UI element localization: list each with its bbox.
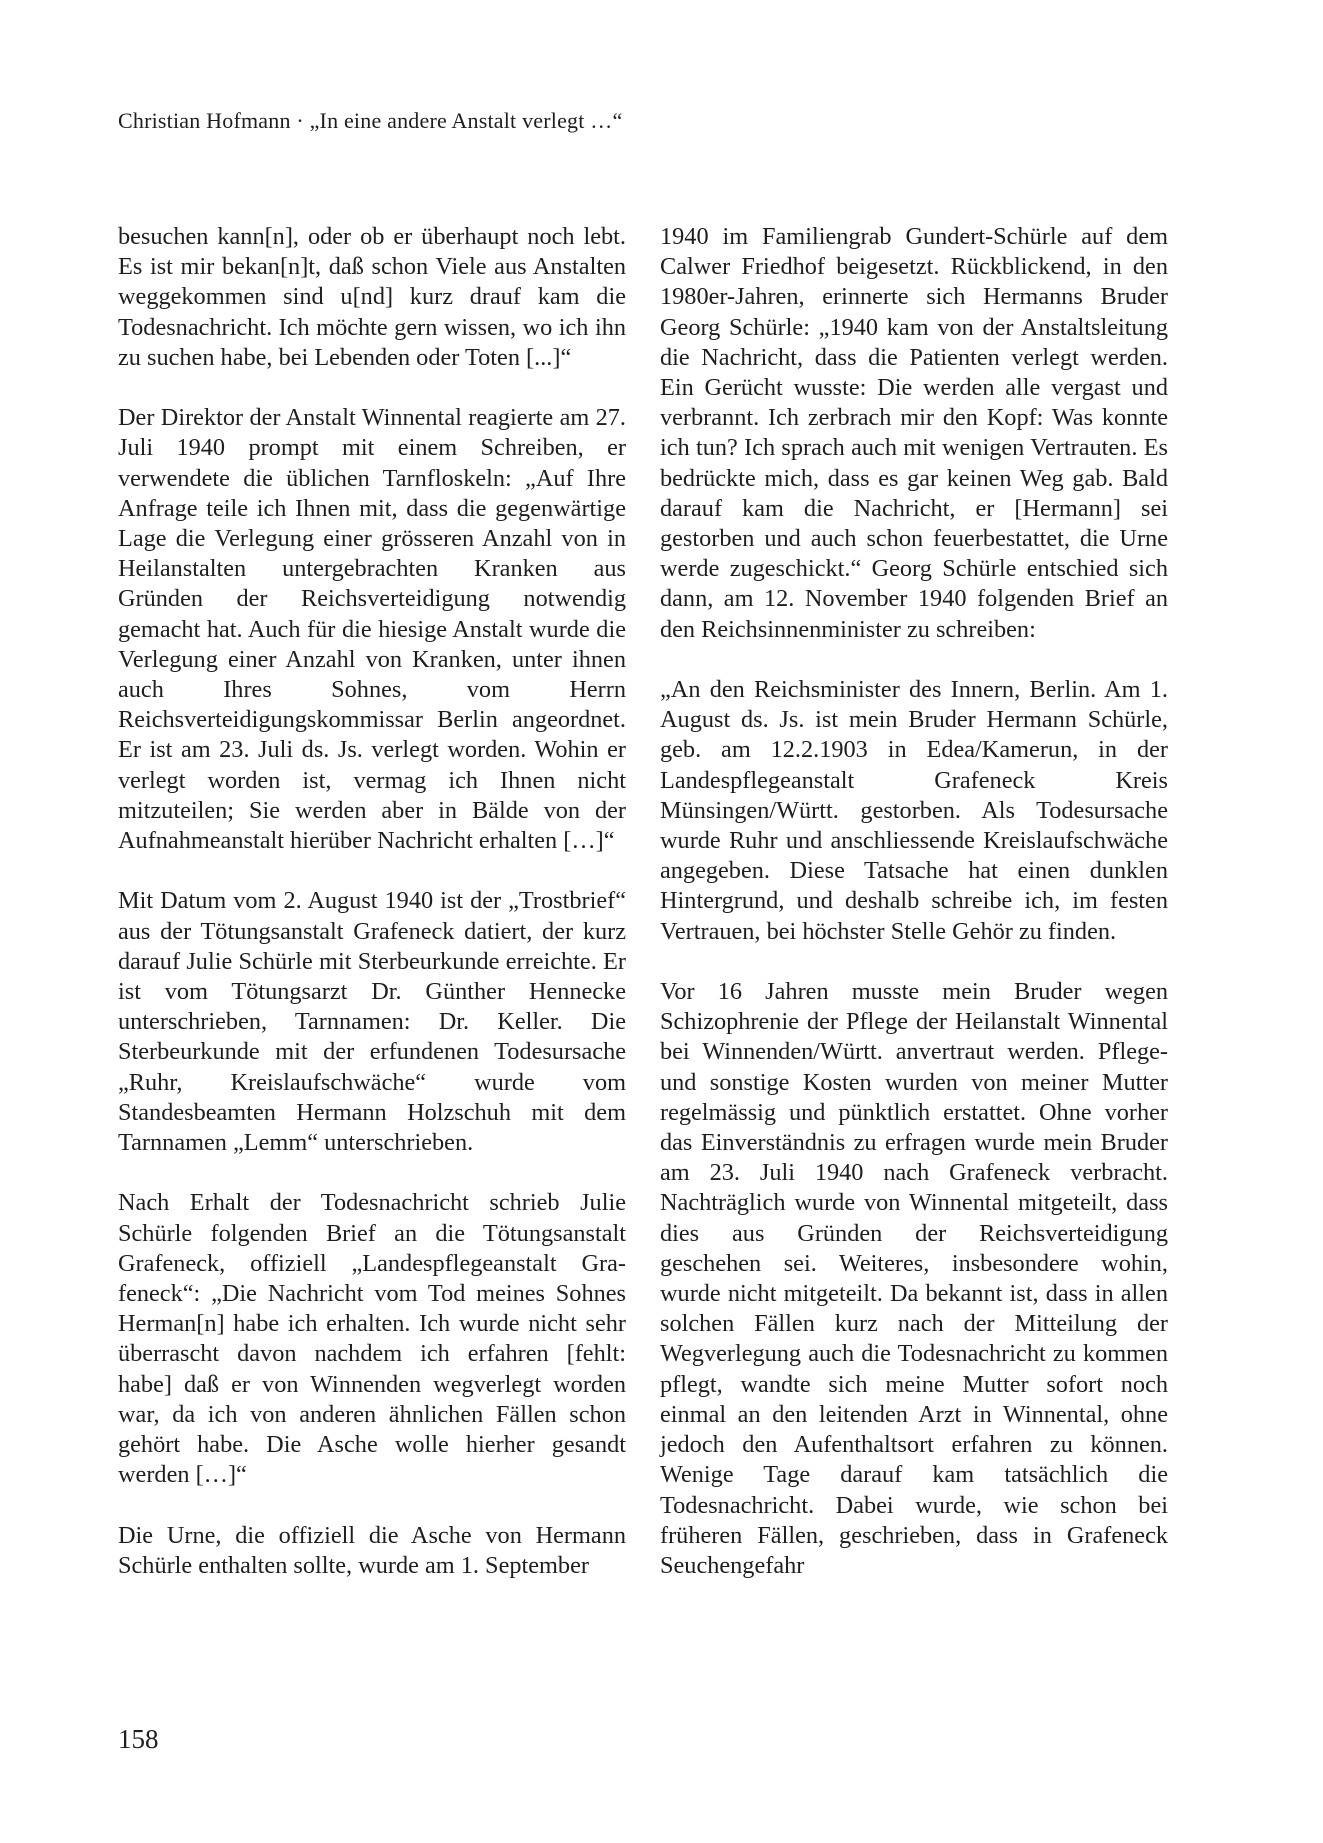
paragraph: Nach Erhalt der Todesnachricht schrieb Julie Schürle folgenden Brief an die Tötungsanstalt Grafeneck, offiziell „Landespflegeanstalt Grafeneck“: „Die Nachricht vom Tod meines Sohnes Herman[n] habe ich erhalten. Ich wurde nicht sehr überrascht davon nachdem ich erfahren [fehlt: habe] daß er von Winnenden wegverlegt worden war, da ich von anderen ähnlichen Fällen schon gehört habe. Die Asche wolle hierher gesandt werden […]“: [118, 1189, 626, 1489]
left-column: [118, 222, 626, 1581]
paragraph: besuchen kann[n], oder ob er überhaupt noch lebt. Es ist mir bekan[n]t, daß schon Viele aus Anstalten weggekommen sind u[nd] kurz drauf kam die Todesnachricht. Ich möchte gern wissen, wo ich ihn zu suchen habe, bei Lebenden oder Toten [...]“: [118, 223, 626, 371]
paragraph: Der Direktor der Anstalt Winnental reagierte am 27. Juli 1940 prompt mit einem Schreiben, er verwendete die üblichen Tarnfloskeln: „Auf Ihre Anfrage teile ich Ihnen mit, dass die gegenwärtige Lage die Verlegung einer grösseren Anzahl von in Heilanstalten untergebrachten Kranken aus Gründen der Reichsverteidigung notwendig gemacht hat. Auch für die hiesige Anstalt wurde die Verlegung einer Anzahl von Kranken, unter ihnen auch Ihres Sohnes, vom Herrn Reichsverteidigungskommissar Berlin angeordnet. Er ist am 23. Juli ds. Js. verlegt worden. Wohin er verlegt worden ist, vermag ich Ihnen nicht mitzuteilen; Sie werden aber in Bälde von der Aufnahmeanstalt hierüber Nachricht erhalten […]“: [118, 404, 626, 855]
page-number: 158: [118, 1724, 159, 1754]
right-column: [660, 222, 1168, 1581]
paragraph: 1940 im Familiengrab Gundert-Schürle auf dem Calwer Friedhof beigesetzt. Rückblickend, in den 1980er-Jahren, erinnerte sich Hermanns Bruder Georg Schürle: „1940 kam von der Anstaltsleitung die Nachricht, dass die Patienten verlegt werden. Ein Gerücht wusste: Die werden alle vergast und verbrannt. Ich zerbrach mir den Kopf: Was konnte ich tun? Ich sprach auch mit wenigen Vertrauten. Es bedrückte mich, dass es gar keinen Weg gab. Bald darauf kam die Nachricht, er [Hermann] sei gestorben und auch schon feuerbestattet, die Urne werde zugeschickt.“ Georg Schürle entschied sich dann, am 12. November 1940 folgenden Brief an den Reichsinnenminister zu schreiben:: [660, 223, 1168, 643]
paragraph: Die Urne, die offiziell die Asche von Hermann Schürle enthalten sollte, wurde am 1. September: [118, 1521, 626, 1579]
paragraph: Vor 16 Jahren musste mein Bruder wegen Schizophrenie der Pflege der Heilanstalt Winnental bei Winnenden/Württ. anvertraut werden. Pflege- und sonstige Kosten wurden von meiner Mutter regelmässig und pünktlich erstattet. Ohne vorher das Einverständnis zu erfragen wurde mein Bruder am 23. Juli 1940 nach Grafeneck verbracht. Nachträglich wurde von Winnental mitgeteilt, dass dies aus Gründen der Reichsverteidigung geschehen sei. Weiteres, insbesondere wohin, wurde nicht mitgeteilt. Da bekannt ist, dass in allen solchen Fällen kurz nach der Mitteilung der Wegverlegung auch die Todesnachricht zu kommen pflegt, wandte sich meine Mutter sofort noch einmal an den leitenden Arzt in Winnental, ohne jedoch den Aufenthaltsort erfahren zu können. Wenige Tage darauf kam tatsächlich die Todesnachricht. Dabei wurde, wie schon bei früheren Fällen, geschrieben, dass in Grafeneck Seuchengefahr: [660, 978, 1168, 1579]
paragraph: Mit Datum vom 2. August 1940 ist der „Trostbrief“ aus der Tötungsanstalt Grafeneck datiert, der kurz darauf Julie Schürle mit Sterbeurkunde erreichte. Er ist vom Tötungsarzt Dr. Günther Hennecke unterschrieben, Tarnnamen: Dr. Keller. Die Sterbeurkunde mit der erfundenen Todesursache „Ruhr, Kreislaufschwäche“ wurde vom Standesbeamten Hermann Holzschuh mit dem Tarnnamen „Lemm“ unterschrieben.: [118, 887, 626, 1157]
paragraph: „An den Reichsminister des Innern, Berlin. Am 1. August ds. Js. ist mein Bruder Hermann Schürle, geb. am 12.2.1903 in Edea/Kamerun, in der Landespflegeanstalt Grafeneck Kreis Münsingen/Württ. gestorben. Als Todesursache wurde Ruhr und anschliessende Kreislaufschwäche angegeben. Diese Tatsache hat einen dunklen Hintergrund, und deshalb schreibe ich, im festen Vertrauen, bei höchster Stelle Gehör zu finden.: [660, 676, 1168, 945]
running-head: Christian Hofmann · „In eine andere Anstalt verlegt …“: [118, 108, 623, 133]
